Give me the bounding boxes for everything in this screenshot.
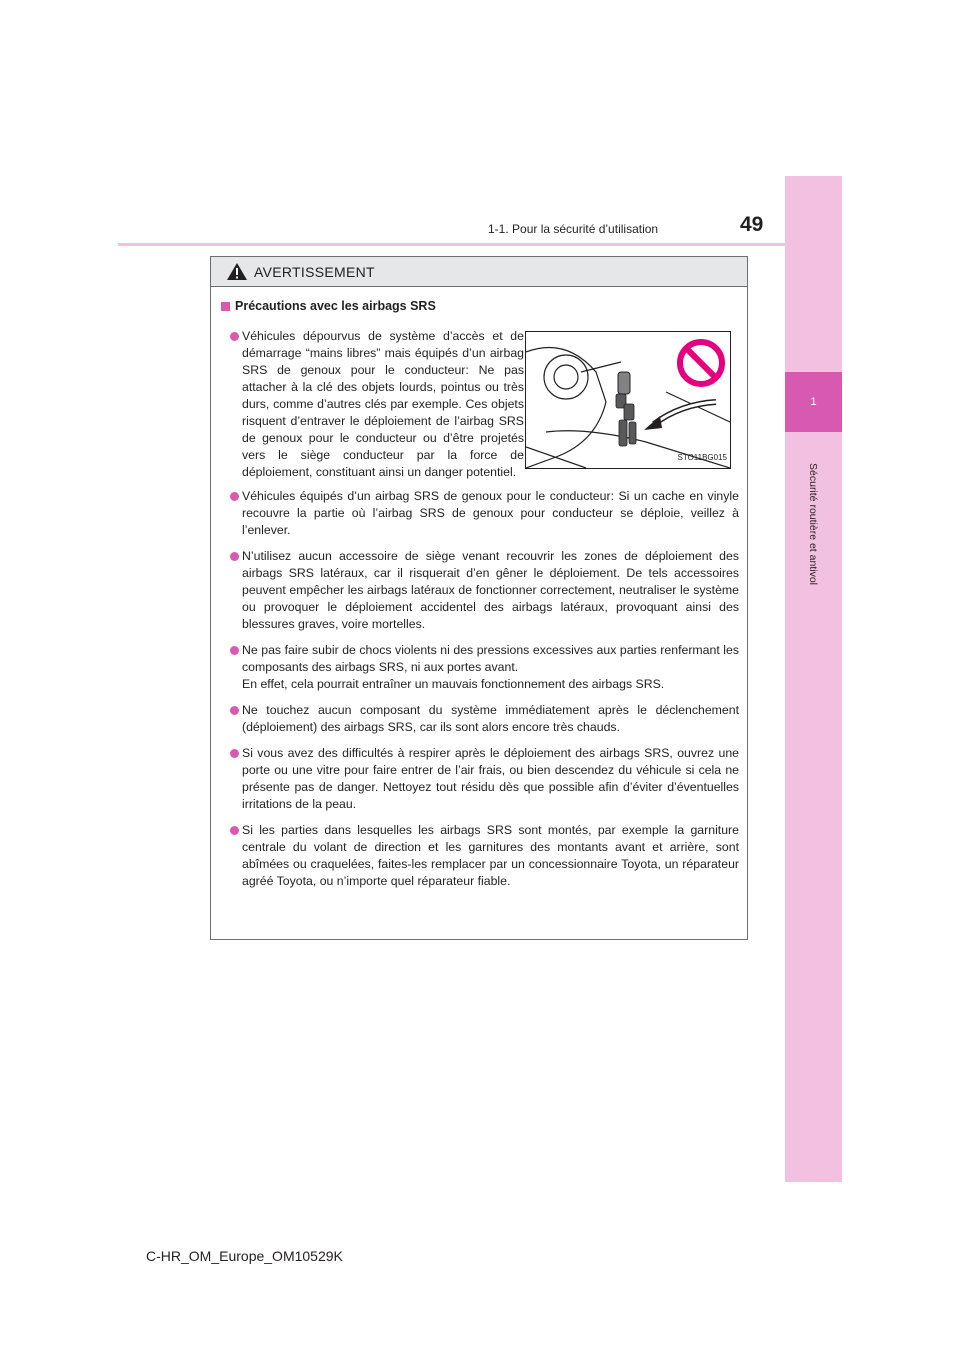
list-item-text: Si les parties dans lesquelles les airbags SRS sont montés, par exemple la garniture centrale du volant de direction et les garnitures des montants avant et arrière, sont abîmées ou craquelées, faites-les remplacer par un concessionnaire Toyota, un réparateur agréé Toyota, ou n’importe quel réparateur fiable. [242,823,739,888]
bullet-dot-icon [230,552,239,561]
figure-code: STO11BG015 [677,453,727,462]
warning-box [210,256,748,940]
list-item-text: N’utilisez aucun accessoire de siège venant recouvrir les zones de déploiement des airbags SRS latéraux, car il risquerait d’en gêner le déploiement. De tels accessoires peuvent empêcher les airbags latéraux de fonctionner correctement, neutraliser le système ou provoquer le déploiement accidentel des airbags latéraux, provoquant ainsi des blessures graves, voire mortelles. [242,549,739,631]
key-illustration [525,331,731,469]
warning-header [211,257,747,287]
precautions-heading [221,298,739,315]
bullet-dot-icon [230,826,239,835]
list-item [221,642,739,693]
precautions-heading-text: Précautions avec les airbags SRS [235,299,436,313]
chapter-number: 1 [810,396,817,408]
page-number: 49 [740,213,764,236]
header-rule [118,243,785,246]
warning-triangle-icon [226,262,248,281]
document-code: C-HR_OM_Europe_OM10529K [146,1248,343,1264]
section-title: 1-1. Pour la sécurité d’utilisation [488,222,659,236]
bullet-dot-icon [230,646,239,655]
list-item-text: Ne touchez aucun composant du système immédiatement après le déclenchement (déploiement) des airbags SRS, car ils sont alors encore très chauds. [242,703,739,734]
bullet-dot-icon [230,332,239,341]
list-item [221,822,739,890]
bullet-dot-icon [230,706,239,715]
list-item [221,548,739,633]
list-item-text: En effet, cela pourrait entraîner un mauvais fonctionnement des airbags SRS. [242,677,665,691]
list-item [221,702,739,736]
first-item-row [221,328,739,481]
warning-title: AVERTISSEMENT [254,263,375,280]
list-item [221,488,739,539]
list-item-text: Véhicules équipés d’un airbag SRS de genoux pour le conducteur: Si un cache en vinyle recouvre la partie où l’airbag SRS de genoux pour conducteur se déploie, veillez à l’enlever. [242,489,739,537]
prohibited-icon [676,338,726,388]
side-strip [785,176,842,1182]
bullet-dot-icon [230,749,239,758]
bullet-dot-icon [230,492,239,501]
list-item [221,745,739,813]
warning-body [211,287,747,890]
list-item [221,328,524,481]
list-item-text: Véhicules dépourvus de système d’accès et de démarrage “mains libres” mais équipés d’un airbag SRS de genoux pour le conducteur: Ne pas attacher à la clé des objets lourds, pointus ou très durs, comme d’autres clés par exemple. Ces objets risquent d’entraver le déploiement de l’airbag SRS de genoux pour le conducteur ou d’être projetés vers le siège conducteur par la force de déploiement, constituant ainsi un danger potentiel. [242,329,524,479]
list-item-text: Ne pas faire subir de chocs violents ni des pressions excessives aux parties renfermant les composants des airbags SRS, ni aux portes avant. [242,643,739,674]
square-icon [221,302,230,311]
list-item-text: Si vous avez des difficultés à respirer après le déploiement des airbags SRS, ouvrez une porte ou une vitre pour faire entrer de l’air frais, ou bien descendez du véhicule si cela ne présente pas de danger. Nettoyez tout résidu dès que possible afin d’éviter d’éventuelles irritations de la peau. [242,746,739,811]
chapter-label: Sécurité routière et antivol [807,463,819,585]
